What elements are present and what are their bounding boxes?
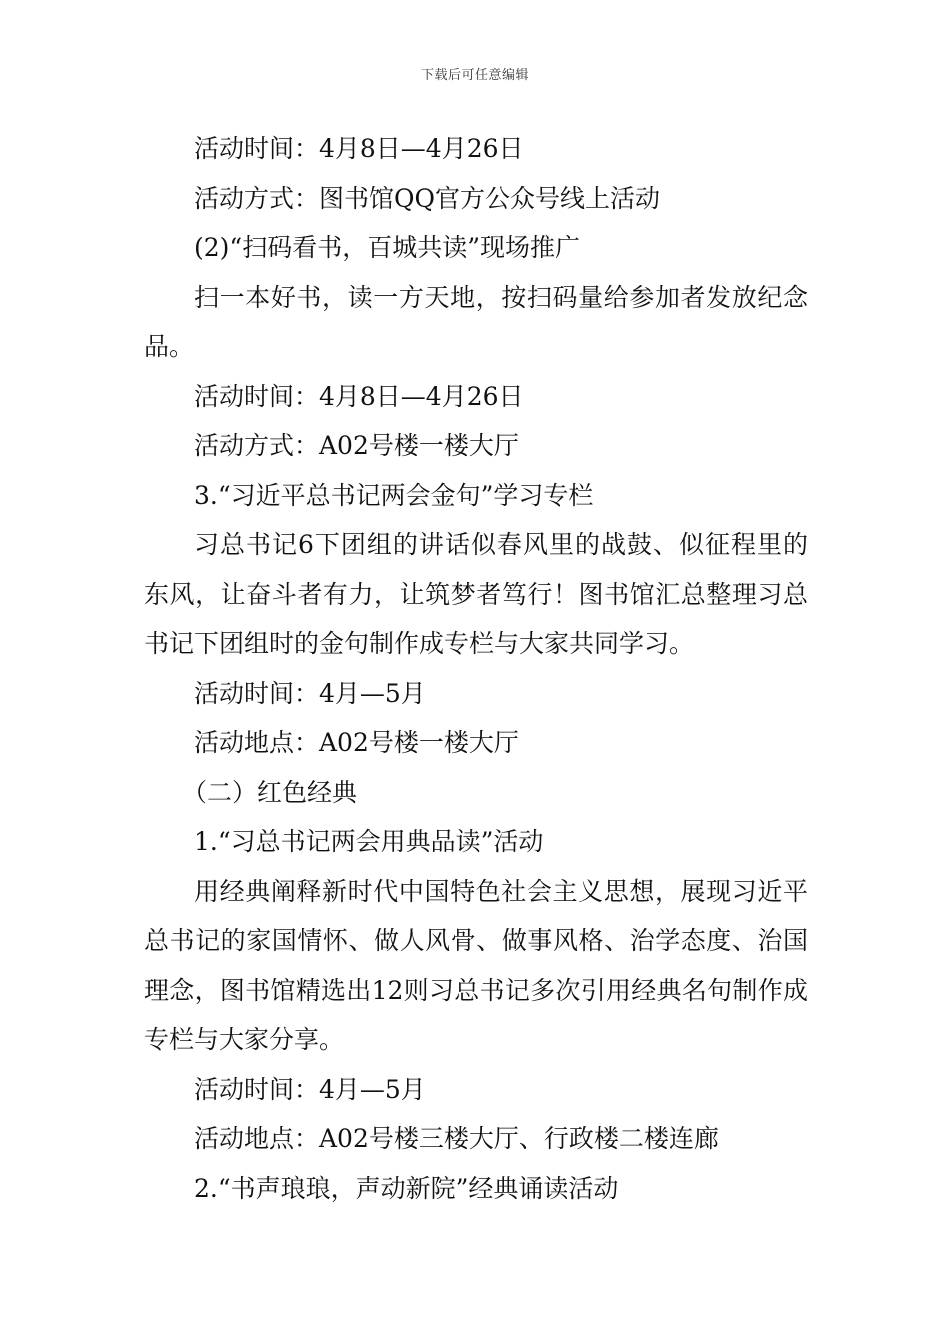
paragraph-activity-location-4: 活动地点：A02号楼三楼大厅、行政楼二楼连廊 [194,1124,719,1153]
paragraph-golden-quotes-description: 习总书记6下团组的讲话似春风里的战鼓、似征程里的东风，让奋斗者有力，让筑梦者笃行！图书馆汇总整理习总书记下团组时的金句制作成专栏与大家共同学习。 [144,530,808,658]
document-body [144,124,808,1213]
paragraph-activity-time-2: 活动时间：4月8日—4月26日 [194,381,524,411]
page-header: 下载后可任意编辑 [420,68,529,83]
paragraph-heading-golden-quotes: 3.“习近平总书记两会金句”学习专栏 [194,480,594,510]
paragraph-activity-time-4: 活动时间：4月—5月 [194,1074,426,1104]
paragraph-activity-method-2: 活动方式：A02号楼一楼大厅 [194,431,519,460]
paragraph-activity-time-3: 活动时间：4月—5月 [194,678,426,708]
paragraph-heading-recitation: 2.“书声琅琅，声动新院”经典诵读活动 [194,1173,619,1203]
paragraph-activity-location-3: 活动地点：A02号楼一楼大厅 [194,728,519,757]
paragraph-section-red-classics: （二）红色经典 [182,777,358,807]
paragraph-heading-classics-reading: 1.“习总书记两会用典品读”活动 [194,827,544,856]
paragraph-scan-reading-description: 扫一本好书，读一方天地，按扫码量给参加者发放纪念品。 [144,282,808,361]
paragraph-activity-time-1: 活动时间：4月8日—4月26日 [194,134,524,163]
paragraph-activity-method-1: 活动方式：图书馆QQ官方公众号线上活动 [194,183,660,213]
paragraph-subheading-scan-reading: (2)“扫码看书，百城共读”现场推广 [194,233,580,262]
paragraph-classics-reading-description: 用经典阐释新时代中国特色社会主义思想，展现习近平总书记的家国情怀、做人风骨、做事风格、治学态度、治国理念，图书馆精选出12则习总书记多次引用经典名句制作成专栏与大家分享。 [144,876,808,1054]
